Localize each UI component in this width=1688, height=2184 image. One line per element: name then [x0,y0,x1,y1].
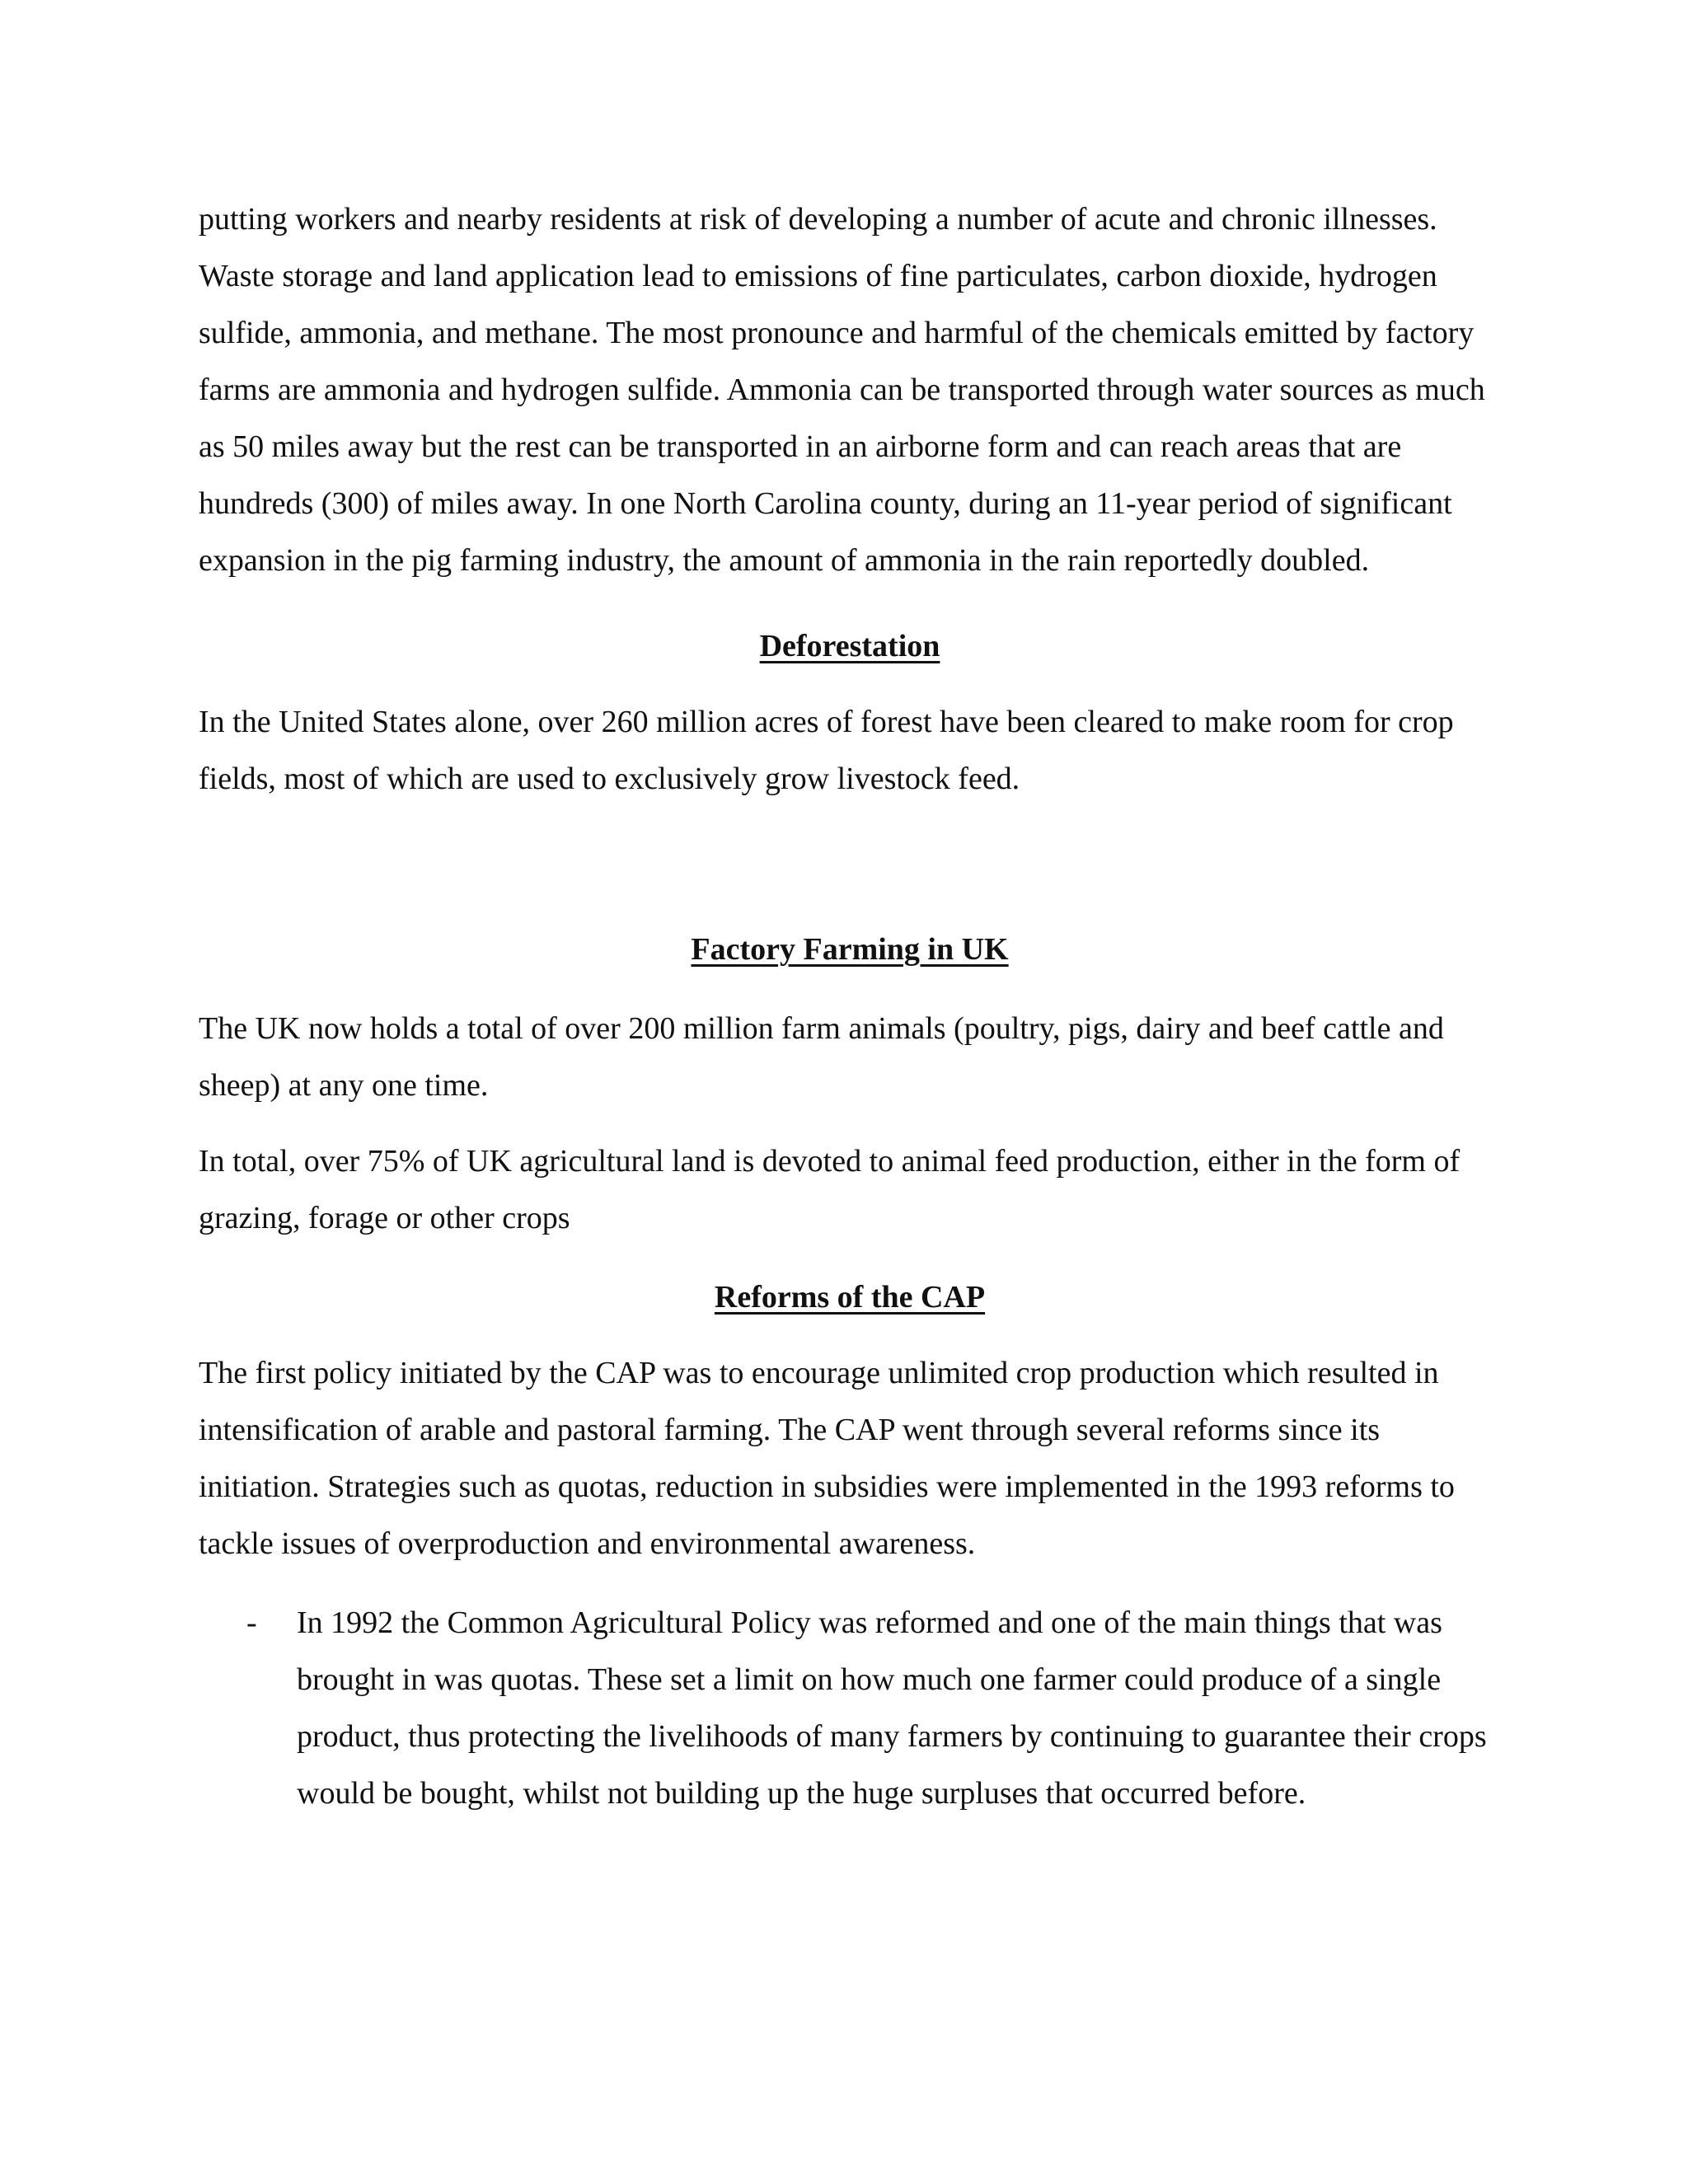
bullet-dash: - [246,1605,257,1640]
uk-animals-paragraph: The UK now holds a total of over 200 million farm animals (poultry, pigs, dairy and beef cattle and sheep) at any one time. [199,1011,1444,1103]
cap-reforms-heading: Reforms of the CAP [714,1280,986,1315]
list-item-text: In 1992 the Common Agricultural Policy was reformed and one of the main things that was brought in was quotas. These set a limit on how much one farmer could produce of a single product, thus protecting the livelihoods of many farmers by continuing to guarantee their crops would be bought, whilst not building up the huge surpluses that occurred before. [297,1605,1487,1811]
uk-land-paragraph: In total, over 75% of UK agricultural land is devoted to animal feed production, either in the form of grazing, forage or other crops [199,1144,1461,1235]
intro-paragraph: putting workers and nearby residents at risk of developing a number of acute and chronic illnesses. Waste storage and land application lead to emissions of fine particulates, carbon dioxide, hydrogen sulfide, ammonia, and methane. The most pronounce and harmful of the chemicals emitted by factory farms are ammonia and hydrogen sulfide. Ammonia can be transported through water sources as much as 50 miles away but the rest can be transported in an airborne form and can reach areas that are hundreds (300) of miles away. In one North Carolina county, during an 11-year period of significant expansion in the pig farming industry, the amount of ammonia in the rain reportedly doubled. [199,202,1485,578]
document-page [199,191,1501,1822]
deforestation-paragraph: In the United States alone, over 260 million acres of forest have been cleared to make room for crop fields, most of which are used to exclusively grow livestock feed. [199,705,1454,796]
deforestation-heading: Deforestation [759,629,940,663]
factory-farming-uk-heading: Factory Farming in UK [691,932,1009,967]
cap-reforms-bullet-list [199,1595,1501,1822]
cap-reforms-paragraph: The first policy initiated by the CAP was to encourage unlimited crop production which resulted in intensification of arable and pastoral farming. The CAP went through several reforms since its initiation. Strategies such as quotas, reduction in subsidies were implemented in the 1993 reforms to tackle issues of overproduction and environmental awareness. [199,1356,1455,1561]
list-item [199,1595,1501,1822]
